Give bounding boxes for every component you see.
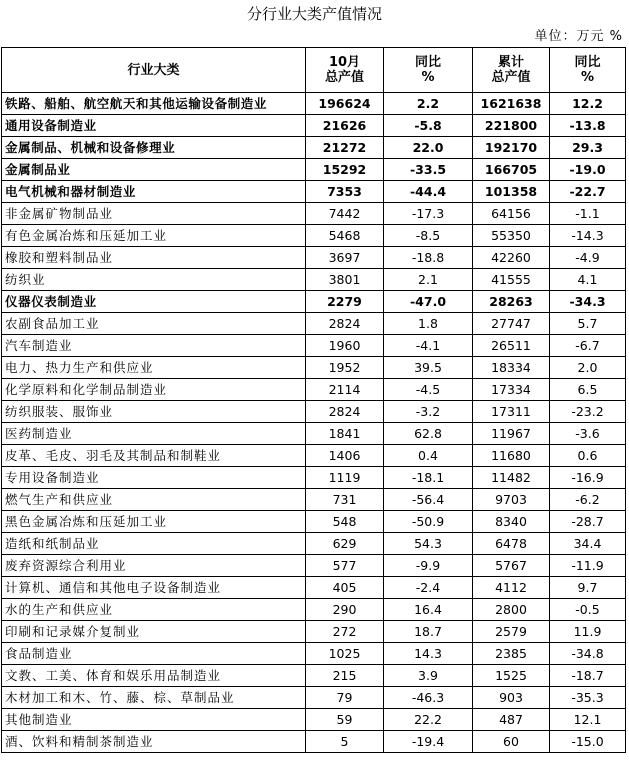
cumulative-yoy-cell: -4.9 [550, 247, 626, 269]
header-october-yoy-line2: % [421, 70, 435, 85]
table-row [2, 203, 626, 225]
october-yoy-cell: 18.7 [384, 621, 473, 643]
industry-name-cell: 专用设备制造业 [2, 467, 306, 489]
page-title: 分行业大类产值情况 [246, 5, 382, 23]
cumulative-output-cell: 41555 [473, 269, 550, 291]
october-output-cell: 79 [306, 687, 384, 709]
industry-name-cell: 造纸和纸制品业 [2, 533, 306, 555]
october-output-cell: 1952 [306, 357, 384, 379]
cumulative-output-cell: 2385 [473, 643, 550, 665]
october-yoy-cell: 14.3 [384, 643, 473, 665]
table-row [2, 599, 626, 621]
industry-name-cell: 其他制造业 [2, 709, 306, 731]
october-output-cell: 1960 [306, 335, 384, 357]
industry-name-cell: 汽车制造业 [2, 335, 306, 357]
cumulative-yoy-cell: 9.7 [550, 577, 626, 599]
october-output-cell: 3801 [306, 269, 384, 291]
october-yoy-cell: -17.3 [384, 203, 473, 225]
table-row [2, 467, 626, 489]
cumulative-yoy-cell: -18.7 [550, 665, 626, 687]
cumulative-yoy-cell: -35.3 [550, 687, 626, 709]
industry-name-cell: 纺织服装、服饰业 [2, 401, 306, 423]
cumulative-yoy-cell: -14.3 [550, 225, 626, 247]
table-row [2, 709, 626, 731]
industry-name-cell: 化学原料和化学制品制造业 [2, 379, 306, 401]
october-yoy-cell: 1.8 [384, 313, 473, 335]
table-row [2, 247, 626, 269]
cumulative-output-cell: 4112 [473, 577, 550, 599]
cumulative-yoy-cell: -23.2 [550, 401, 626, 423]
cumulative-yoy-cell: 2.0 [550, 357, 626, 379]
table-row [2, 269, 626, 291]
industry-name-cell: 仪器仪表制造业 [2, 291, 306, 313]
cumulative-output-cell: 2800 [473, 599, 550, 621]
october-yoy-cell: -18.1 [384, 467, 473, 489]
table-header-row [2, 48, 626, 93]
industry-name-cell: 食品制造业 [2, 643, 306, 665]
table-row [2, 533, 626, 555]
table-row [2, 489, 626, 511]
table-row [2, 159, 626, 181]
industry-name-cell: 水的生产和供应业 [2, 599, 306, 621]
industry-name-cell: 燃气生产和供应业 [2, 489, 306, 511]
october-output-cell: 5 [306, 731, 384, 753]
cumulative-yoy-cell: 29.3 [550, 137, 626, 159]
industry-name-cell: 皮革、毛皮、羽毛及其制品和制鞋业 [2, 445, 306, 467]
october-yoy-cell: 3.9 [384, 665, 473, 687]
october-output-cell: 196624 [306, 93, 384, 115]
cumulative-output-cell: 18334 [473, 357, 550, 379]
header-october-yoy [384, 48, 473, 93]
cumulative-output-cell: 11967 [473, 423, 550, 445]
header-industry: 行业大类 [2, 48, 306, 93]
cumulative-yoy-cell: -19.0 [550, 159, 626, 181]
october-output-cell: 59 [306, 709, 384, 731]
cumulative-yoy-cell: -6.7 [550, 335, 626, 357]
header-october-output [306, 48, 384, 93]
cumulative-yoy-cell: 0.6 [550, 445, 626, 467]
cumulative-yoy-cell: -1.1 [550, 203, 626, 225]
october-yoy-cell: -4.1 [384, 335, 473, 357]
industry-name-cell: 废弃资源综合利用业 [2, 555, 306, 577]
october-output-cell: 548 [306, 511, 384, 533]
table-body [2, 93, 626, 753]
industry-name-cell: 印刷和记录媒介复制业 [2, 621, 306, 643]
october-output-cell: 7442 [306, 203, 384, 225]
october-yoy-cell: 2.1 [384, 269, 473, 291]
cumulative-yoy-cell: -34.8 [550, 643, 626, 665]
october-yoy-cell: 22.2 [384, 709, 473, 731]
cumulative-yoy-cell: 5.7 [550, 313, 626, 335]
cumulative-output-cell: 1621638 [473, 93, 550, 115]
industry-name-cell: 酒、饮料和精制茶制造业 [2, 731, 306, 753]
industry-name-cell: 电气机械和器材制造业 [2, 181, 306, 203]
october-output-cell: 1025 [306, 643, 384, 665]
table-row [2, 511, 626, 533]
industry-name-cell: 铁路、船舶、航空航天和其他运输设备制造业 [2, 93, 306, 115]
table-row [2, 137, 626, 159]
october-output-cell: 405 [306, 577, 384, 599]
industry-name-cell: 文教、工美、体育和娱乐用品制造业 [2, 665, 306, 687]
cumulative-output-cell: 101358 [473, 181, 550, 203]
cumulative-output-cell: 26511 [473, 335, 550, 357]
october-output-cell: 2824 [306, 313, 384, 335]
table-row [2, 357, 626, 379]
october-output-cell: 15292 [306, 159, 384, 181]
table-row [2, 577, 626, 599]
cumulative-output-cell: 55350 [473, 225, 550, 247]
october-yoy-cell: -5.8 [384, 115, 473, 137]
cumulative-output-cell: 28263 [473, 291, 550, 313]
header-october-yoy-line1: 同比 [414, 55, 441, 70]
cumulative-output-cell: 2579 [473, 621, 550, 643]
cumulative-output-cell: 487 [473, 709, 550, 731]
cumulative-yoy-cell: 12.2 [550, 93, 626, 115]
cumulative-yoy-cell: -16.9 [550, 467, 626, 489]
october-yoy-cell: -47.0 [384, 291, 473, 313]
header-cumulative-line1: 累计 [497, 55, 524, 70]
industry-name-cell: 金属制品业 [2, 159, 306, 181]
table-row [2, 665, 626, 687]
table-row [2, 93, 626, 115]
october-output-cell: 290 [306, 599, 384, 621]
industry-name-cell: 农副食品加工业 [2, 313, 306, 335]
table-row [2, 423, 626, 445]
cumulative-yoy-cell: 4.1 [550, 269, 626, 291]
industry-name-cell: 纺织业 [2, 269, 306, 291]
october-yoy-cell: -3.2 [384, 401, 473, 423]
october-yoy-cell: -4.5 [384, 379, 473, 401]
cumulative-output-cell: 11680 [473, 445, 550, 467]
cumulative-output-cell: 903 [473, 687, 550, 709]
october-output-cell: 1119 [306, 467, 384, 489]
october-yoy-cell: -19.4 [384, 731, 473, 753]
cumulative-yoy-cell: -6.2 [550, 489, 626, 511]
header-october-line1: 10月 [328, 55, 361, 70]
cumulative-yoy-cell: -28.7 [550, 511, 626, 533]
cumulative-output-cell: 5767 [473, 555, 550, 577]
october-output-cell: 2824 [306, 401, 384, 423]
header-cumulative-yoy [550, 48, 626, 93]
october-yoy-cell: 39.5 [384, 357, 473, 379]
october-output-cell: 3697 [306, 247, 384, 269]
october-output-cell: 731 [306, 489, 384, 511]
table-row [2, 225, 626, 247]
cumulative-output-cell: 60 [473, 731, 550, 753]
cumulative-yoy-cell: 34.4 [550, 533, 626, 555]
october-yoy-cell: 62.8 [384, 423, 473, 445]
october-yoy-cell: 0.4 [384, 445, 473, 467]
october-output-cell: 629 [306, 533, 384, 555]
cumulative-output-cell: 9703 [473, 489, 550, 511]
cumulative-yoy-cell: -11.9 [550, 555, 626, 577]
industry-name-cell: 橡胶和塑料制品业 [2, 247, 306, 269]
october-yoy-cell: -50.9 [384, 511, 473, 533]
cumulative-yoy-cell: 12.1 [550, 709, 626, 731]
october-yoy-cell: 2.2 [384, 93, 473, 115]
industry-name-cell: 有色金属冶炼和压延加工业 [2, 225, 306, 247]
header-cumulative-output [473, 48, 550, 93]
october-yoy-cell: -9.9 [384, 555, 473, 577]
october-output-cell: 7353 [306, 181, 384, 203]
cumulative-yoy-cell: 6.5 [550, 379, 626, 401]
october-yoy-cell: -2.4 [384, 577, 473, 599]
header-cumulative-yoy-line1: 同比 [574, 55, 601, 70]
cumulative-output-cell: 166705 [473, 159, 550, 181]
october-yoy-cell: -18.8 [384, 247, 473, 269]
table-row [2, 115, 626, 137]
cumulative-yoy-cell: -34.3 [550, 291, 626, 313]
cumulative-output-cell: 64156 [473, 203, 550, 225]
industry-name-cell: 黑色金属冶炼和压延加工业 [2, 511, 306, 533]
october-output-cell: 2279 [306, 291, 384, 313]
table-row [2, 181, 626, 203]
october-output-cell: 215 [306, 665, 384, 687]
table-row [2, 731, 626, 753]
cumulative-output-cell: 221800 [473, 115, 550, 137]
october-output-cell: 272 [306, 621, 384, 643]
cumulative-output-cell: 27747 [473, 313, 550, 335]
industry-name-cell: 非金属矿物制品业 [2, 203, 306, 225]
header-october-line2: 总产值 [324, 70, 364, 85]
cumulative-output-cell: 11482 [473, 467, 550, 489]
table-row [2, 335, 626, 357]
october-output-cell: 5468 [306, 225, 384, 247]
industry-name-cell: 木材加工和木、竹、藤、棕、草制品业 [2, 687, 306, 709]
october-output-cell: 577 [306, 555, 384, 577]
table-row [2, 445, 626, 467]
october-yoy-cell: -56.4 [384, 489, 473, 511]
table-row [2, 401, 626, 423]
cumulative-yoy-cell: -3.6 [550, 423, 626, 445]
table-row [2, 313, 626, 335]
cumulative-yoy-cell: -22.7 [550, 181, 626, 203]
october-yoy-cell: -46.3 [384, 687, 473, 709]
industry-name-cell: 计算机、通信和其他电子设备制造业 [2, 577, 306, 599]
october-yoy-cell: 54.3 [384, 533, 473, 555]
october-yoy-cell: -33.5 [384, 159, 473, 181]
october-yoy-cell: 16.4 [384, 599, 473, 621]
cumulative-yoy-cell: -15.0 [550, 731, 626, 753]
cumulative-yoy-cell: -13.8 [550, 115, 626, 137]
industry-name-cell: 金属制品、机械和设备修理业 [2, 137, 306, 159]
table-row [2, 621, 626, 643]
unit-label: 单位：万元 % [534, 29, 623, 44]
october-output-cell: 21272 [306, 137, 384, 159]
october-output-cell: 1406 [306, 445, 384, 467]
industry-name-cell: 通用设备制造业 [2, 115, 306, 137]
october-output-cell: 1841 [306, 423, 384, 445]
header-cumulative-yoy-line2: % [580, 70, 595, 85]
cumulative-output-cell: 42260 [473, 247, 550, 269]
cumulative-yoy-cell: 11.9 [550, 621, 626, 643]
cumulative-output-cell: 192170 [473, 137, 550, 159]
october-yoy-cell: 22.0 [384, 137, 473, 159]
industry-output-table [1, 47, 626, 753]
october-output-cell: 21626 [306, 115, 384, 137]
october-yoy-cell: -8.5 [384, 225, 473, 247]
table-row [2, 643, 626, 665]
october-yoy-cell: -44.4 [384, 181, 473, 203]
table-row [2, 687, 626, 709]
cumulative-output-cell: 6478 [473, 533, 550, 555]
cumulative-output-cell: 17334 [473, 379, 550, 401]
october-output-cell: 2114 [306, 379, 384, 401]
table-row [2, 379, 626, 401]
table-row [2, 555, 626, 577]
cumulative-output-cell: 8340 [473, 511, 550, 533]
cumulative-yoy-cell: -0.5 [550, 599, 626, 621]
cumulative-output-cell: 17311 [473, 401, 550, 423]
industry-name-cell: 电力、热力生产和供应业 [2, 357, 306, 379]
header-cumulative-line2: 总产值 [491, 70, 531, 85]
cumulative-output-cell: 1525 [473, 665, 550, 687]
table-row [2, 291, 626, 313]
industry-name-cell: 医药制造业 [2, 423, 306, 445]
